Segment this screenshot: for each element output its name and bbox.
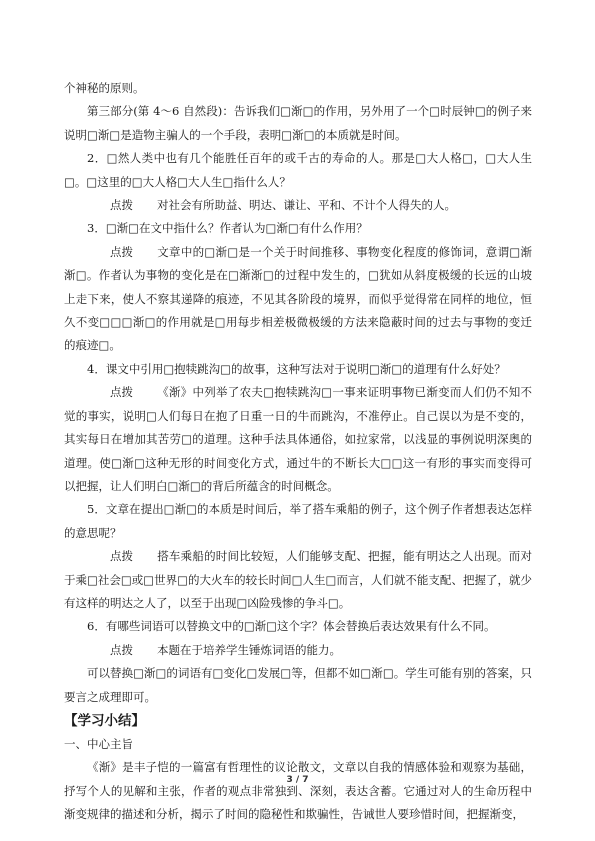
summary-paragraph: 《渐》是丰子恺的一篇富有哲理性的议论散文，文章以自我的情感体验和观察为基础，抒写个人的见解和主张，作者的观点非常独到、深刻，表达含蓄。它通过对人的生命历程中渐变规律的描述和分析，揭示了时间的隐秘性和欺骗性，告诫世人要珍惜时间，把握渐变， xyxy=(64,760,532,822)
question-3: 3．□渐□在文中指什么？作者认为□渐□有什么作用？ xyxy=(87,221,368,236)
answer-4 xyxy=(64,381,532,498)
summary-heading: 【学习小结】 xyxy=(64,712,145,729)
answer-text: 对社会有所助益、明达、谦让、平和、不计个人得失的人。 xyxy=(157,198,456,213)
answer-label: 点拨 xyxy=(110,642,133,657)
question-2: 2．□然人类中也有几个能胜任百年的或千古的寿命的人。那是□大人格□，□大人生□。□这里的□大人格□大人生□指什么人？ xyxy=(64,151,532,189)
question-5: 5．文章在提出□渐□的本质是时间后，举了搭车乘船的例子，这个例子作者想表达怎样的意思呢？ xyxy=(64,502,532,540)
answer-text: 搭车乘船的时间比较短，人们能够支配、把握，能有明达之人出现。而对于乘□社会□或□世界□的大火车的较长时间□人生□而言，人们就不能支配、把握了，就少有这样的明达之人了，以至于出现□凶险残惨的争斗□。 xyxy=(64,549,532,610)
question-6: 6．有哪些词语可以替换文中的□渐□这个字？体会替换后表达效果有什么不同。 xyxy=(87,619,496,634)
answer-text: 本题在于培养学生锤炼词语的能力。 xyxy=(157,642,341,657)
answer-3 xyxy=(64,241,532,358)
question-4: 4．课文中引用□抱犊跳沟□的故事，这种写法对于说明□渐□的道理有什么好处？ xyxy=(87,361,506,376)
answer-label: 点拨 xyxy=(110,244,133,259)
paragraph: 个神秘的原则。 xyxy=(64,81,145,95)
answer-text: 文章中的□渐□是一个关于时间推移、事物变化程度的修饰词，意谓□渐渐□。作者认为事物的变化是在□渐渐□的过程中发生的，□犹如从斜度极缓的长远的山坡上走下来，使人不察其递降的痕迹，不见其各阶段的境界，而似乎觉得常在同样的地位，恒久不变□□□渐□的作用就是□用每步相差极微极缓的方法来隐蔽时间的过去与事物的变迁的痕迹□。 xyxy=(64,244,532,353)
answer-label: 点拨 xyxy=(110,385,133,400)
section-title: 一、中心主旨 xyxy=(64,736,133,751)
page-number: 3 / 7 xyxy=(286,775,309,785)
answer-6 xyxy=(64,639,532,662)
answer-label: 点拨 xyxy=(110,549,133,564)
answer-2 xyxy=(64,194,532,217)
page-content xyxy=(64,77,532,827)
paragraph: 可以替换□渐□的词语有□变化□发展□等，但都不如□渐□。学生可能有别的答案，只要言之成理即可。 xyxy=(64,666,532,704)
paragraph: 第三部分(第 4～6 自然段)：告诉我们□渐□的作用，另外用了一个□时辰钟□的例子来说明□渐□是造物主骗人的一个手段，表明□渐□的本质就是时间。 xyxy=(64,104,532,142)
answer-label: 点拨 xyxy=(110,198,133,213)
answer-text: 《渐》中列举了农夫□抱犊跳沟□一事来证明事物已渐变而人们仍不知不觉的事实，说明□人们每日在抱了日重一日的牛而跳沟，不准停止。自己误以为是不变的，其实每日在增加其苦劳□的道理。这种手法具体通俗，如拉家常，以浅显的事例说明深奥的道理。使□渐□这种无形的时间变化方式，通过牛的不断长大□□这一有形的事实而变得可以把握，让人们明白□渐□的背后所蕴含的时间概念。 xyxy=(64,385,532,493)
answer-5 xyxy=(64,545,532,615)
